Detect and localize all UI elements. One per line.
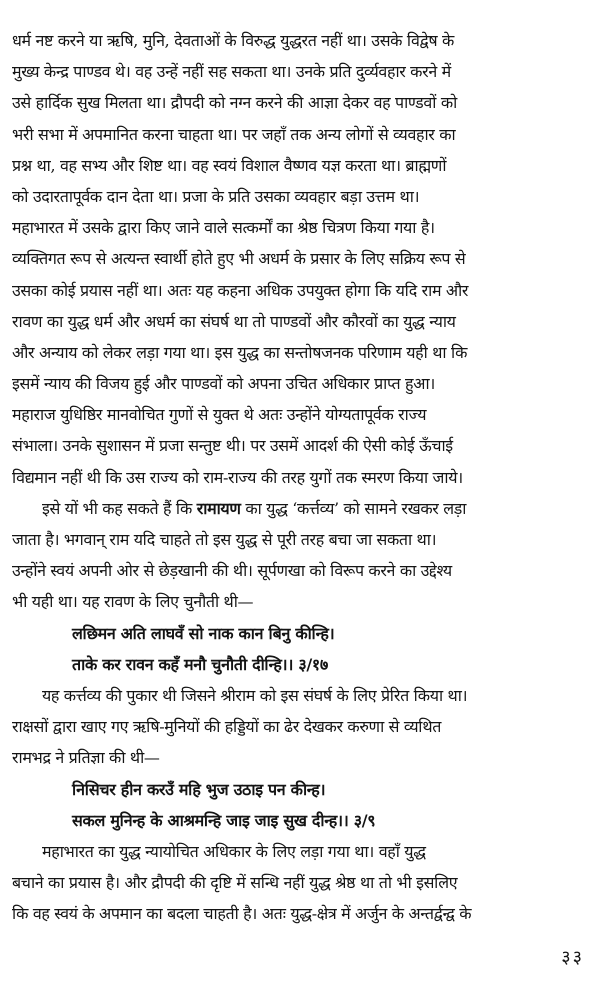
text-line: उसे हार्दिक सुख मिलता था। द्रौपदी को नग्न करने की आज्ञा देकर वह पाण्डवों को: [12, 93, 457, 113]
text-span: इसे यों भी कह सकते हैं कि: [42, 498, 197, 518]
page-text: [12, 25, 590, 929]
text-line: कि वह स्वयं के अपमान का बदला चाहती है। अतः युद्ध-क्षेत्र में अर्जुन के अन्तर्द्वन्द्व के: [12, 904, 472, 924]
text-line: [12, 493, 590, 524]
verse-line: ताके कर रावन कहँ मनौ चुनौती दीन्हि।। ३/१७: [72, 654, 328, 674]
text-line: महाभारत का युद्ध न्यायोचित अधिकार के लिए लड़ा गया था। वहाँ युद्ध: [42, 841, 426, 861]
bold-phrase: रामायण: [196, 498, 241, 518]
text-line: को उदारतापूर्वक दान देता था। प्रजा के प्रति उसका व्यवहार बड़ा उत्तम था।: [12, 186, 420, 206]
verse-line: सकल मुनिन्ह के आश्रमन्हि जाइ जाइ सुख दीन्ह।। ३/९: [72, 810, 376, 830]
text-line: रावण का युद्ध धर्म और अधर्म का संघर्ष था तो पाण्डवों और कौरवों का युद्ध न्याय: [12, 311, 456, 331]
text-line: विद्यमान नहीं थी कि उस राज्य को राम-राज्य की तरह युगों तक स्मरण किया जाये।: [12, 467, 463, 487]
text-line: उसका कोई प्रयास नहीं था। अतः यह कहना अधिक उपयुक्त होगा कि यदि राम और: [12, 280, 469, 300]
verse-line: निसिचर हीन करउँ महि भुज उठाइ पन कीन्ह।: [72, 779, 326, 799]
text-line: इसमें न्याय की विजय हुई और पाण्डवों को अपना उचित अधिकार प्राप्त हुआ।: [12, 374, 435, 394]
verse-line: लछिमन अति लाघवँ सो नाक कान बिनु कीन्हि।: [72, 623, 335, 643]
text-line: धर्म नष्ट करने या ऋषि, मुनि, देवताओं के विरुद्ध युद्धरत नहीं था। उसके विद्वेष के: [12, 31, 454, 50]
page-number: ३३: [561, 947, 584, 968]
text-line: जाता है। भगवान् राम यदि चाहते तो इस युद्ध से पूरी तरह बचा जा सकता था।: [12, 530, 437, 549]
text-line: राक्षसों द्वारा खाए गए ऋषि-मुनियों की हड्डियों का ढेर देखकर करुणा से व्यथित: [12, 717, 442, 737]
text-line: यह कर्त्तव्य की पुकार थी जिसने श्रीराम को इस संघर्ष के लिए प्रेरित किया था।: [42, 685, 468, 705]
text-line: महाराज युधिष्ठिर मानवोचित गुणों से युक्त थे अतः उन्होंने योग्यतापूर्वक राज्य: [12, 405, 427, 425]
text-line: महाभारत में उसके द्वारा किए जाने वाले सत्कर्मों का श्रेष्ठ चित्रण किया गया है।: [12, 218, 435, 238]
text-line: मुख्य केन्द्र पाण्डव थे। वह उन्हें नहीं सह सकता था। उनके प्रति दुर्व्यवहार करने में: [12, 62, 451, 82]
text-line: बचाने का प्रयास है। और द्रौपदी की दृष्टि में सन्धि नहीं युद्ध श्रेष्ठ था तो भी इसलिए: [12, 873, 458, 893]
text-line: रामभद्र ने प्रतिज्ञा की थी—: [12, 748, 160, 768]
text-span: का युद्ध ‘कर्त्तव्य’ को सामने रखकर लड़ा: [240, 498, 467, 518]
text-line: प्रश्न था, वह सभ्य और शिष्ट था। वह स्वयं विशाल वैष्णव यज्ञ करता था। ब्राह्मणों: [12, 155, 447, 175]
text-line: उन्होंने स्वयं अपनी ओर से छेड़खानी की थी। सूर्पणखा को विरूप करने का उद्देश्य: [12, 561, 452, 581]
text-line: व्यक्तिगत रूप से अत्यन्त स्वार्थी होते हुए भी अधर्म के प्रसार के लिए सक्रिय रूप से: [12, 249, 466, 269]
text-line: भी यही था। यह रावण के लिए चुनौती थी—: [12, 592, 254, 612]
text-line: संभाला। उनके सुशासन में प्रजा सन्तुष्ट थी। पर उसमें आदर्श की ऐसी कोई ऊँचाई: [12, 436, 453, 456]
text-line: और अन्याय को लेकर लड़ा गया था। इस युद्ध का सन्तोषजनक परिणाम यही था कि: [12, 342, 468, 362]
text-line: भरी सभा में अपमानित करना चाहता था। पर जहाँ तक अन्य लोगों से व्यवहार का: [12, 124, 456, 144]
